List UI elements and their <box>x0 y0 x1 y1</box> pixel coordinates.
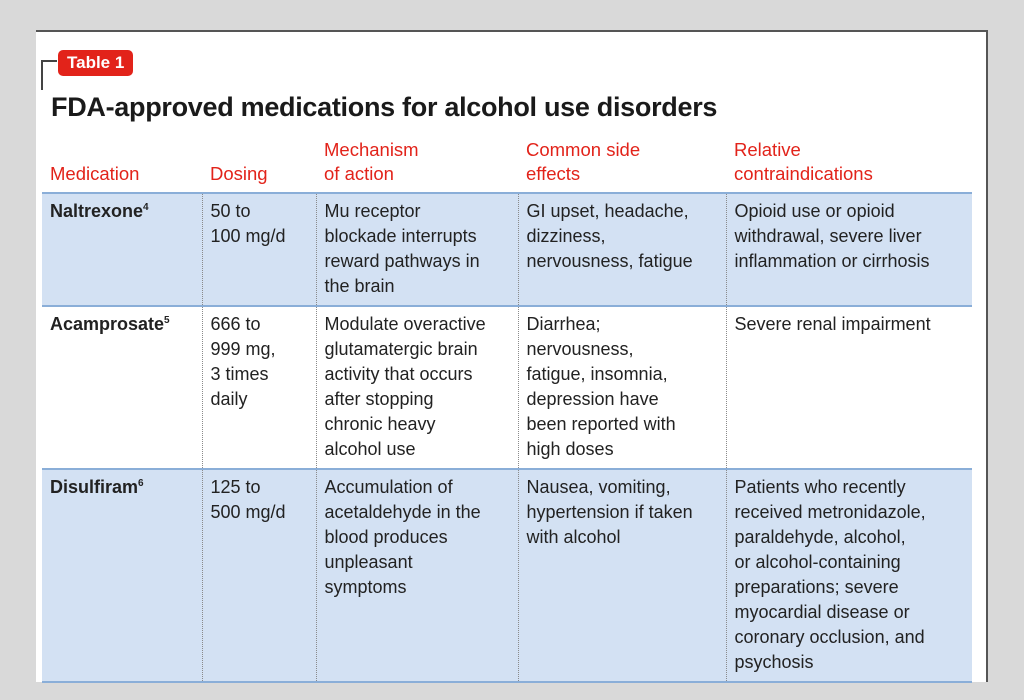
table-row <box>42 469 972 682</box>
reference-superscript: 6 <box>138 478 144 489</box>
reference-superscript: 5 <box>164 315 170 326</box>
mechanism-cell: Modulate overactive glutamatergic brain activity that occurs after stopping chronic heavy alcohol use <box>316 306 518 469</box>
header-dosing: Dosing <box>202 138 316 193</box>
header-row <box>42 138 972 193</box>
contraindications-cell: Severe renal impairment <box>726 306 972 469</box>
contraindications-cell: Opioid use or opioid withdrawal, severe liver inflammation or cirrhosis <box>726 193 972 306</box>
dosing-cell: 666 to 999 mg, 3 times daily <box>202 306 316 469</box>
table-title: FDA-approved medications for alcohol use disorders <box>51 92 718 122</box>
dosing-cell: 50 to 100 mg/d <box>202 193 316 306</box>
header-medication: Medication <box>42 138 202 193</box>
medication-cell: Naltrexone$^4$ <box>42 193 202 306</box>
table-row <box>42 193 972 306</box>
side-effects-cell: Diarrhea; nervousness, fatigue, insomnia, depression have been reported with high doses <box>518 306 726 469</box>
medication-cell: Acamprosate$^5$ <box>42 306 202 469</box>
table-badge: Table 1 <box>58 50 133 76</box>
header-side-effects: Common side effects <box>518 138 726 193</box>
mechanism-cell: Accumulation of acetaldehyde in the blood produces unpleasant symptoms <box>316 469 518 682</box>
corner-bracket <box>41 60 57 90</box>
side-effects-cell: Nausea, vomiting, hypertension if taken with alcohol <box>518 469 726 682</box>
medication-cell: Disulfiram$^6$ <box>42 469 202 682</box>
table-card <box>36 30 988 682</box>
header-contraindications: Relative contraindications <box>726 138 972 193</box>
side-effects-cell: GI upset, headache, dizziness, nervousness, fatigue <box>518 193 726 306</box>
mechanism-cell: Mu receptor blockade interrupts reward pathways in the brain <box>316 193 518 306</box>
header-mechanism: Mechanism of action <box>316 138 518 193</box>
dosing-cell: 125 to 500 mg/d <box>202 469 316 682</box>
medications-table <box>42 138 972 683</box>
table-row <box>42 306 972 469</box>
contraindications-cell: Patients who recently received metronidazole, paraldehyde, alcohol, or alcohol-containing preparations; severe myocardial disease or coronary occlusion, and psychosis <box>726 469 972 682</box>
reference-superscript: 4 <box>143 202 149 213</box>
